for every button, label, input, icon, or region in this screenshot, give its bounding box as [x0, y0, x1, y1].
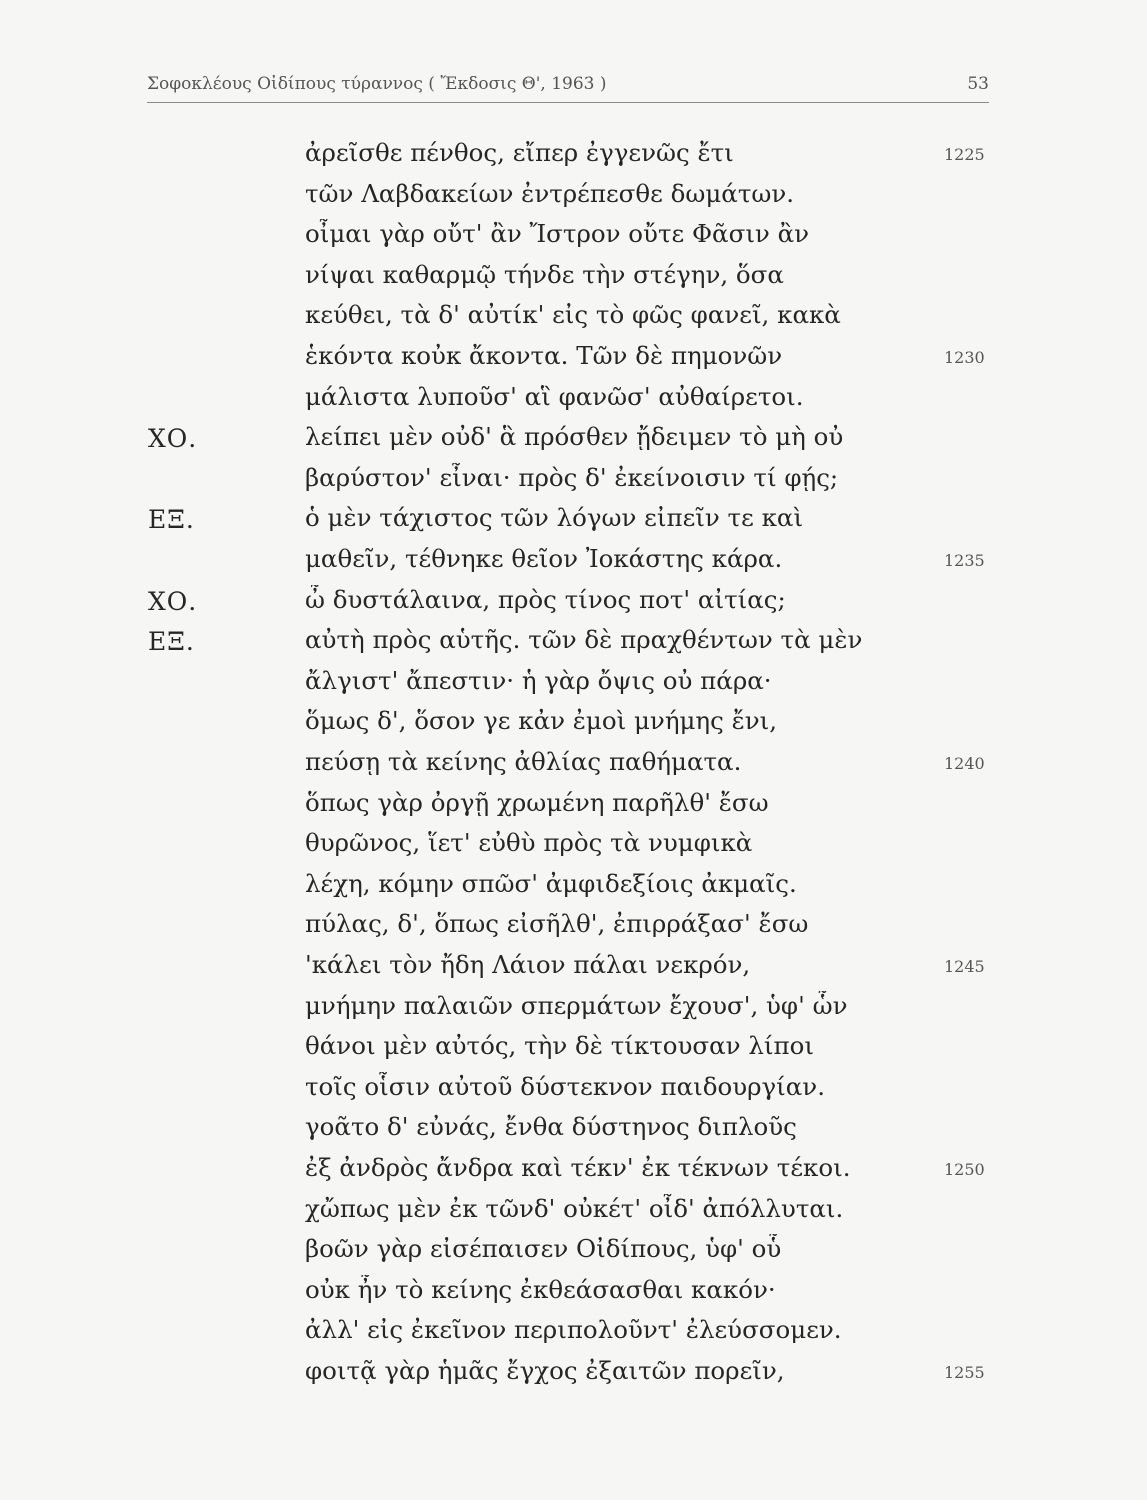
verse-line	[0, 788, 1147, 828]
verse-line	[0, 341, 1147, 381]
verse-line	[0, 1031, 1147, 1071]
verse-text: θάνοι μὲν αὐτός, τὴν δὲ τίκτουσαν λίποι	[305, 1031, 814, 1061]
verse-text: 'κάλει τὸν ἤδη Λάιον πάλαι νεκρόν,	[305, 950, 751, 979]
verse-text: φοιτᾷ γὰρ ἡμᾶς ἔγχος ἐξαιτῶν πορεῖν,	[305, 1356, 785, 1385]
verse-line	[0, 1112, 1147, 1152]
verse-line	[0, 179, 1147, 219]
verse-line	[0, 1234, 1147, 1274]
verse-text: χὤπως μὲν ἐκ τῶνδ' οὐκέτ' οἶδ' ἀπόλλυται.	[305, 1193, 844, 1223]
verse-text: λείπει μὲν οὐδ' ἃ πρόσθεν ᾔδειμεν τὸ μὴ οὐ	[305, 422, 844, 452]
verse-line	[0, 869, 1147, 909]
verse-text: ἄλγιστ' ἄπεστιν· ἡ γὰρ ὄψις οὐ πάρα·	[305, 665, 772, 695]
verse-line	[0, 1275, 1147, 1315]
verse-text: ὅμως δ', ὅσον γε κἀν ἐμοὶ μνήμης ἔνι,	[305, 706, 778, 736]
verse-line	[0, 909, 1147, 949]
line-number: 1235	[944, 551, 985, 570]
speaker-label: ΧΟ.	[148, 424, 198, 454]
line-number: 1225	[944, 145, 985, 164]
verse-text: ὦ δυστάλαινα, πρὸς τίνος ποτ' αἰτίας;	[305, 584, 786, 614]
verse-text: ὅπως γὰρ ὀργῇ χρωμένη παρῆλθ' ἔσω	[305, 787, 769, 817]
verse-text: οἶμαι γὰρ οὔτ' ἂν Ἴστρον οὔτε Φᾶσιν ἂν	[305, 219, 810, 249]
verse-text: λέχη, κόμην σπῶσ' ἀμφιδεξίοις ἀκμαῖς.	[305, 868, 797, 898]
verse-line	[0, 503, 1147, 543]
verse-text: ὁ μὲν τάχιστος τῶν λόγων εἰπεῖν τε καὶ	[305, 503, 804, 533]
line-number: 1245	[944, 957, 985, 976]
line-number: 1250	[944, 1160, 985, 1179]
verse-line	[0, 1072, 1147, 1112]
verse-line	[0, 544, 1147, 584]
verse-line	[0, 1356, 1147, 1396]
verse-line	[0, 625, 1147, 665]
verse-text: θυρῶνος, ἵετ' εὐθὺ πρὸς τὰ νυμφικὰ	[305, 828, 753, 858]
verse-text: μαθεῖν, τέθνηκε θεῖον Ἰοκάστης κάρα.	[305, 544, 783, 573]
line-number: 1255	[944, 1363, 985, 1382]
verse-line	[0, 1153, 1147, 1193]
verse-text: ἀρεῖσθε πένθος, εἴπερ ἐγγενῶς ἔτι	[305, 138, 734, 167]
verse-text: πεύσῃ τὰ κείνης ἀθλίας παθήματα.	[305, 747, 742, 776]
header-rule	[147, 102, 989, 103]
verse-text: τῶν Λαβδακείων ἐντρέπεσθε δωμάτων.	[305, 178, 795, 208]
verse-line	[0, 991, 1147, 1031]
speaker-label: ΕΞ.	[148, 505, 195, 535]
verse-line	[0, 463, 1147, 503]
verse-line	[0, 950, 1147, 990]
verse-text: κεύθει, τὰ δ' αὐτίκ' εἰς τὸ φῶς φανεῖ, κακὰ	[305, 300, 841, 330]
page-header	[147, 70, 989, 100]
speaker-label: ΕΞ.	[148, 627, 195, 657]
verse-line	[0, 828, 1147, 868]
verse-text: ἐξ ἀνδρὸς ἄνδρα καὶ τέκν' ἐκ τέκνων τέκοι.	[305, 1153, 851, 1182]
verse-line	[0, 747, 1147, 787]
verse-line	[0, 422, 1147, 462]
verse-text: βαρύστον' εἶναι· πρὸς δ' ἐκείνοισιν τί φῄς;	[305, 462, 839, 492]
verse-line	[0, 706, 1147, 746]
verse-line	[0, 219, 1147, 259]
verse-line	[0, 666, 1147, 706]
verse-text: αὐτὴ πρὸς αὑτῆς. τῶν δὲ πραχθέντων τὰ μὲν	[305, 625, 863, 655]
verse-text: ἑκόντα κοὐκ ἄκοντα. Τῶν δὲ πημονῶν	[305, 341, 783, 370]
verse-text: πύλας, δ', ὅπως εἰσῆλθ', ἐπιρράξασ' ἔσω	[305, 909, 809, 939]
running-title: Σοφοκλέους Οἰδίπους τύραννος ( Ἔκδοσις Θ', 1963 )	[147, 74, 607, 94]
verse-line	[0, 382, 1147, 422]
verse-text: οὐκ ἦν τὸ κείνης ἐκθεάσασθαι κακόν·	[305, 1274, 776, 1304]
verse-line	[0, 300, 1147, 340]
line-number: 1230	[944, 348, 985, 367]
page-number: 53	[967, 74, 989, 94]
line-number: 1240	[944, 754, 985, 773]
verse-line	[0, 260, 1147, 300]
verse-line	[0, 585, 1147, 625]
verse-text: μάλιστα λυποῦσ' αἳ φανῶσ' αὐθαίρετοι.	[305, 381, 804, 411]
verse-text: μνήμην παλαιῶν σπερμάτων ἔχουσ', ὑφ' ὧν	[305, 990, 848, 1020]
verse-line	[0, 1194, 1147, 1234]
verse-text: ἀλλ' εἰς ἐκεῖνον περιπολοῦντ' ἐλεύσσομεν.	[305, 1315, 842, 1345]
verse-text: τοῖς οἷσιν αὐτοῦ δύστεκνον παιδουργίαν.	[305, 1071, 825, 1101]
verse-text: βοῶν γὰρ εἰσέπαισεν Οἰδίπους, ὑφ' οὗ	[305, 1234, 782, 1264]
speaker-label: ΧΟ.	[148, 586, 198, 616]
verse-text: γοᾶτο δ' εὐνάς, ἔνθα δύστηνος διπλοῦς	[305, 1112, 797, 1142]
verse-text: νίψαι καθαρμῷ τήνδε τὴν στέγην, ὅσα	[305, 259, 784, 289]
verse-line	[0, 138, 1147, 178]
verse-line	[0, 1315, 1147, 1355]
